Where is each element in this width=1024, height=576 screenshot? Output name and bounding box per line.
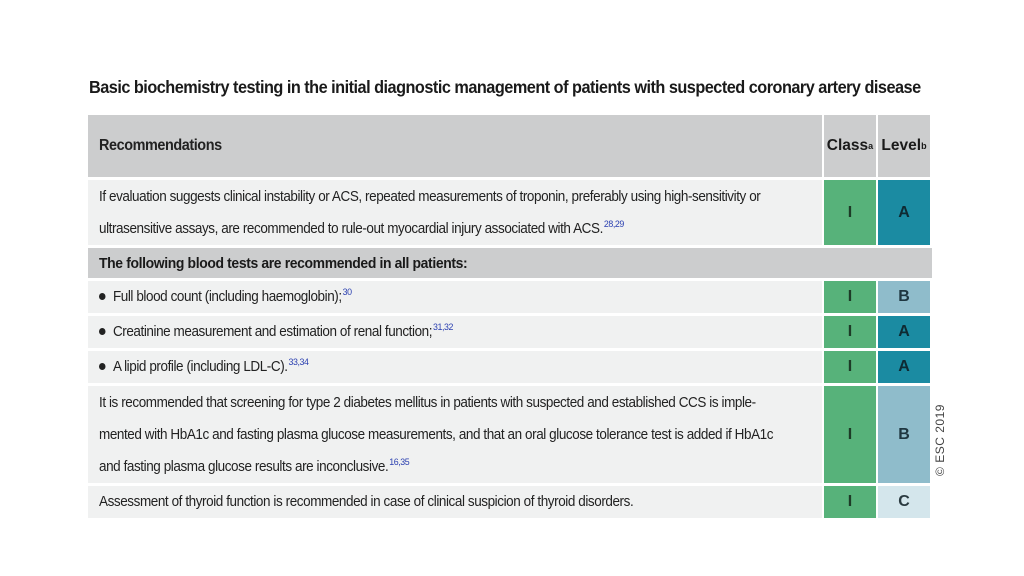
header-class: Class a — [824, 115, 876, 177]
recommendations-table — [88, 115, 932, 518]
class-cell: I — [824, 180, 876, 245]
reference-link[interactable]: 30 — [342, 287, 352, 299]
reference-link[interactable]: 33,34 — [288, 357, 309, 369]
level-cell: B — [878, 281, 930, 313]
bullet-icon — [99, 328, 106, 335]
table-row — [88, 180, 932, 245]
reference-link[interactable]: 16,35 — [389, 456, 410, 468]
class-cell: I — [824, 281, 876, 313]
table-row — [88, 316, 932, 348]
header-recommendations: Recommendations — [88, 115, 822, 177]
table-row — [88, 281, 932, 313]
bullet-item: Full blood count (including haemoglobin);$^{30}$ — [88, 281, 822, 313]
table-row — [88, 386, 932, 483]
class-cell: I — [824, 316, 876, 348]
thyroid-recommendation: Assessment of thyroid function is recommended in case of clinical suspicion of thyroid disorders. — [88, 486, 822, 518]
level-cell: A — [878, 180, 930, 245]
table-row — [88, 351, 932, 383]
bullet-icon — [99, 363, 106, 370]
diabetes-recommendation: It is recommended that screening for type 2 diabetes mellitus in patients with suspected and established CCS is imple- mented with HbA1c and fasting plasma glucose measurements, and that an oral glucose tolerance test is added if HbA1c and fasting plasma glucose results are inconclusive.$^{16,35}$ — [88, 386, 822, 483]
troponin-recommendation: If evaluation suggests clinical instability or ACS, repeated measurements of troponin, preferably using high-sensitivity or ultrasensitive assays, are recommended to rule-out myocardial injury associated with ACS.$^{28,29}$ — [88, 180, 822, 245]
table-title: Basic biochemistry testing in the initial diagnostic management of patients with suspected coronary artery disease — [89, 77, 921, 97]
level-cell: A — [878, 351, 930, 383]
level-cell: B — [878, 386, 930, 483]
bullet-item: A lipid profile (including LDL-C).$^{33,34}$ — [88, 351, 822, 383]
class-cell: I — [824, 486, 876, 518]
bullet-item: Creatinine measurement and estimation of renal function;$^{31,32}$ — [88, 316, 822, 348]
header-level: Level b — [878, 115, 930, 177]
table-row — [88, 486, 932, 518]
reference-link[interactable]: 31,32 — [433, 322, 454, 334]
table-header — [88, 115, 932, 177]
class-cell: I — [824, 351, 876, 383]
level-cell: A — [878, 316, 930, 348]
section-heading: The following blood tests are recommended in all patients: — [88, 248, 932, 278]
bullet-icon — [99, 293, 106, 300]
reference-link[interactable]: 28,29 — [603, 218, 624, 230]
class-cell: I — [824, 386, 876, 483]
level-cell: C — [878, 486, 930, 518]
copyright-notice: © ESC 2019 — [933, 404, 948, 476]
